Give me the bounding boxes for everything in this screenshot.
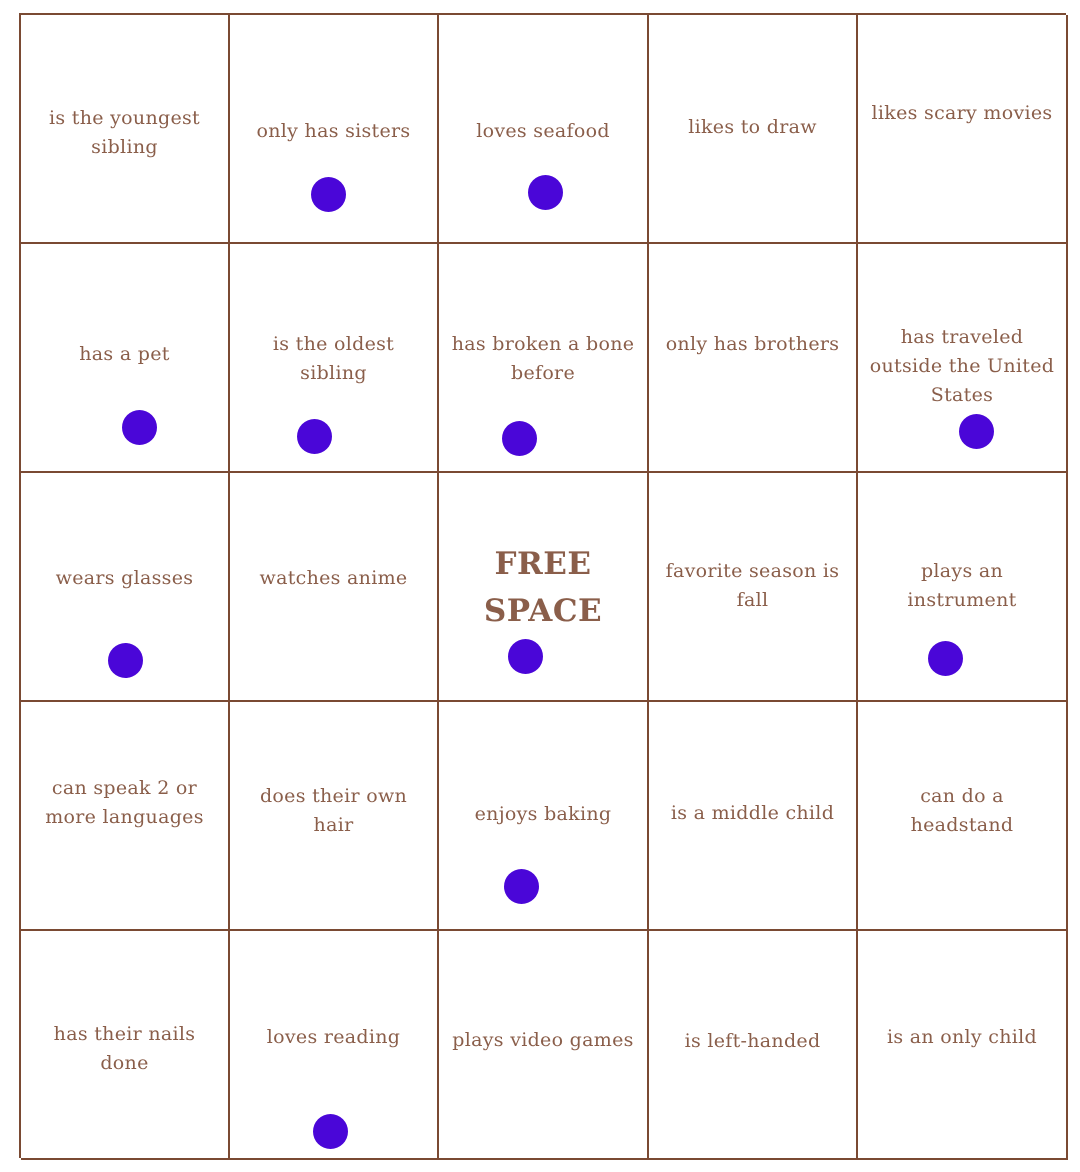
bingo-cell[interactable] <box>439 244 649 473</box>
bingo-cell[interactable] <box>649 473 858 702</box>
bingo-cell[interactable] <box>21 15 230 244</box>
dot-marker-icon <box>504 869 539 904</box>
cell-label: is the youngest sibling <box>49 107 200 158</box>
bingo-cell[interactable] <box>21 244 230 473</box>
bingo-cell[interactable] <box>439 473 649 702</box>
cell-label: is left-handed <box>684 1030 821 1052</box>
cell-label: plays an instrument <box>907 560 1017 611</box>
dot-marker-icon <box>313 1114 348 1149</box>
bingo-cell[interactable] <box>230 931 439 1160</box>
cell-label: can do a headstand <box>910 785 1014 836</box>
cell-label: can speak 2 or more languages <box>45 777 204 828</box>
cell-label: does their own hair <box>259 785 408 836</box>
cell-label: plays video games <box>452 1029 634 1051</box>
bingo-cell[interactable] <box>21 702 230 931</box>
cell-label: only has brothers <box>665 333 840 355</box>
dot-marker-icon <box>108 643 143 678</box>
bingo-cell[interactable] <box>858 15 1068 244</box>
dot-marker-icon <box>528 175 563 210</box>
bingo-cell[interactable] <box>439 702 649 931</box>
cell-label: only has sisters <box>256 120 411 142</box>
cell-label: wears glasses <box>55 567 194 589</box>
dot-marker-icon <box>508 639 543 674</box>
cell-label: enjoys baking <box>474 803 612 825</box>
dot-marker-icon <box>122 410 157 445</box>
bingo-cell[interactable] <box>858 702 1068 931</box>
dot-marker-icon <box>297 419 332 454</box>
dot-marker-icon <box>311 177 346 212</box>
bingo-cell[interactable] <box>439 15 649 244</box>
cell-label: likes scary movies <box>871 102 1053 124</box>
cell-label: favorite season is fall <box>665 560 840 611</box>
bingo-board <box>19 13 1066 1158</box>
cell-label: has traveled outside the United States <box>869 326 1055 406</box>
dot-marker-icon <box>959 414 994 449</box>
cell-label: loves seafood <box>476 120 610 142</box>
bingo-cell[interactable] <box>858 244 1068 473</box>
bingo-cell[interactable] <box>858 473 1068 702</box>
bingo-cell[interactable] <box>649 15 858 244</box>
cell-label: is the oldest sibling <box>272 333 395 384</box>
dot-marker-icon <box>502 421 537 456</box>
bingo-cell[interactable] <box>230 15 439 244</box>
cell-label: watches anime <box>259 567 408 589</box>
cell-label: is a middle child <box>670 802 835 824</box>
cell-label: has broken a bone before <box>451 333 635 384</box>
cell-label: likes to draw <box>688 116 817 138</box>
bingo-cell[interactable] <box>21 931 230 1160</box>
cell-label: is an only child <box>887 1026 1037 1048</box>
free-space-label: FREE SPACE <box>483 546 603 629</box>
bingo-cell[interactable] <box>230 244 439 473</box>
cell-label: has a pet <box>79 343 170 365</box>
cell-label: loves reading <box>266 1026 401 1048</box>
bingo-cell[interactable] <box>21 473 230 702</box>
bingo-cell[interactable] <box>649 244 858 473</box>
bingo-cell[interactable] <box>858 931 1068 1160</box>
cell-label: has their nails done <box>53 1023 196 1074</box>
dot-marker-icon <box>928 641 963 676</box>
bingo-cell[interactable] <box>230 702 439 931</box>
bingo-cell[interactable] <box>649 702 858 931</box>
bingo-cell[interactable] <box>649 931 858 1160</box>
bingo-cell[interactable] <box>230 473 439 702</box>
bingo-cell[interactable] <box>439 931 649 1160</box>
